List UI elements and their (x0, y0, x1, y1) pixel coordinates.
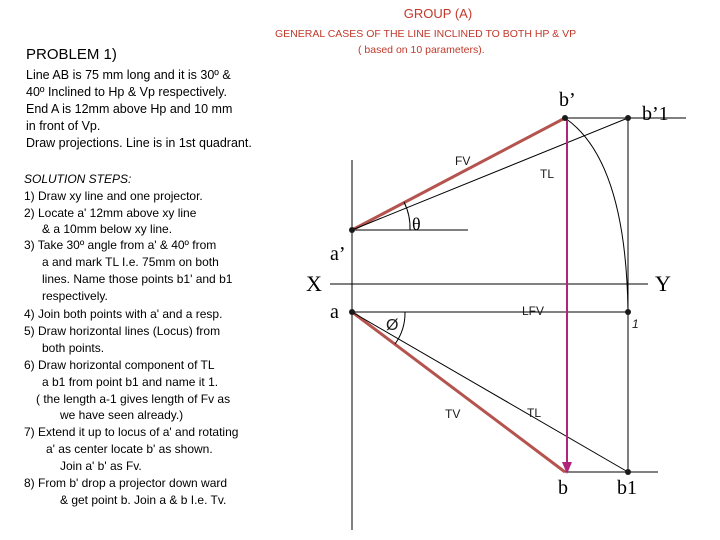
label-b-dash: b’ (559, 89, 576, 111)
label-a-dash: a’ (330, 243, 346, 265)
solution-step: a' as center locate b' as shown. (46, 442, 213, 456)
front-view-line (352, 118, 565, 230)
top-view-line (352, 312, 565, 472)
group-title: GROUP (A) (403, 6, 473, 21)
problem-title: PROBLEM 1) (26, 46, 117, 63)
label-b1: b1 (617, 477, 637, 499)
problem-line: Draw projections. Line is in 1st quadrant. (26, 136, 252, 150)
point-a (349, 309, 355, 315)
label-b: b (558, 477, 568, 499)
solution-step: 2) Locate a' 12mm above xy line (24, 206, 197, 220)
solution-heading: SOLUTION STEPS: (24, 172, 132, 186)
theta-angle-arc (404, 202, 410, 230)
solution-step: 6) Draw horizontal component of TL (24, 358, 215, 372)
problem-line: End A is 12mm above Hp and 10 mm (26, 102, 233, 116)
point-b1-dash (625, 115, 631, 121)
solution-step: 3) Take 30º angle from a' & 40º from (24, 238, 217, 252)
solution-step: lines. Name those points b1' and b1 (42, 272, 233, 286)
solution-step: respectively. (42, 289, 108, 303)
label-y: Y (655, 271, 671, 296)
label-a: a (330, 301, 339, 323)
true-length-line-bottom (352, 312, 628, 472)
label-phi: Ø (386, 317, 399, 334)
solution-step: we have seen already.) (60, 408, 184, 422)
label-theta: θ (412, 214, 421, 234)
problem-line: Line AB is 75 mm long and it is 30º & (26, 68, 231, 82)
solution-step: Join a' b' as Fv. (60, 459, 142, 473)
problem-line: in front of Vp. (26, 119, 101, 133)
point-b-dash (562, 115, 568, 121)
label-tv: TV (445, 407, 461, 421)
general-cases-heading: GENERAL CASES OF THE LINE INCLINED TO BOTH HP & VP (275, 28, 577, 40)
solution-step: & get point b. Join a & b I.e. Tv. (60, 493, 227, 507)
solution-step: 8) From b' drop a projector down ward (24, 476, 228, 490)
solution-step: & a 10mm below xy line. (42, 222, 173, 236)
solution-step: 4) Join both points with a' and a resp. (24, 307, 223, 321)
solution-step: 1) Draw xy line and one projector. (24, 189, 203, 203)
rotation-arc (565, 118, 628, 312)
problem-line: 40º Inclined to Hp & Vp respectively. (26, 85, 227, 99)
label-x: X (306, 271, 322, 296)
label-lfv: LFV (522, 304, 545, 318)
solution-step: 7) Extend it up to locus of a' and rotating (24, 425, 239, 439)
point-b1 (625, 469, 631, 475)
label-tl-top: TL (540, 167, 555, 181)
label-fv: FV (455, 154, 471, 168)
label-1: 1 (632, 317, 639, 331)
solution-step: both points. (42, 341, 105, 355)
general-cases-subheading: ( based on 10 parameters). (358, 44, 485, 56)
solution-step: ( the length a-1 gives length of Fv as (36, 392, 231, 406)
point-a-dash (349, 227, 355, 233)
label-tl-bottom: TL (527, 406, 542, 420)
solution-step: 5) Draw horizontal lines (Locus) from (24, 324, 221, 338)
label-b1-dash: b’1 (642, 103, 669, 125)
solution-step: a and mark TL I.e. 75mm on both (42, 255, 219, 269)
point-1 (625, 309, 631, 315)
solution-step: a b1 from point b1 and name it 1. (42, 375, 219, 389)
true-length-line-top (352, 118, 628, 230)
